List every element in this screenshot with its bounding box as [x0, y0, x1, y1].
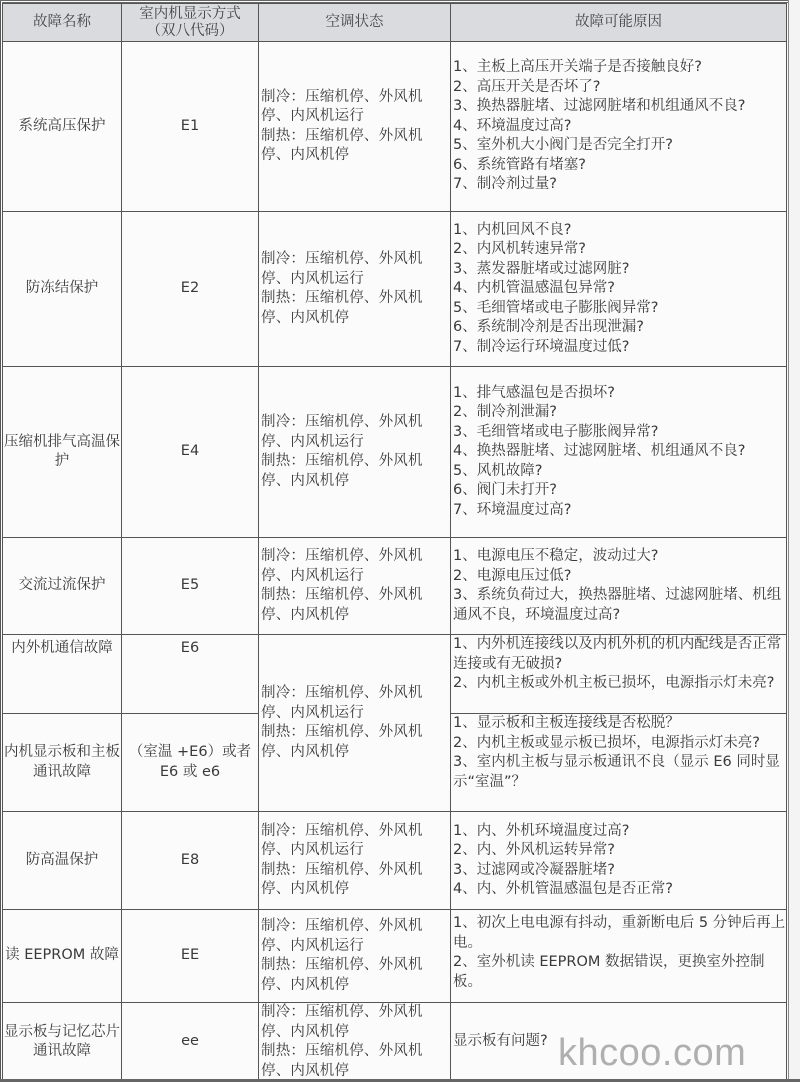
- fault-name: 读 EEPROM 故障: [3, 910, 122, 1003]
- fault-code-table: [2, 3, 787, 1082]
- ac-state: [259, 812, 451, 910]
- cause-item: 显示板有问题?: [453, 1033, 548, 1050]
- state-cooling: 制冷：压缩机停、外风机停、内风机运行: [261, 918, 423, 954]
- cause-item: 3、毛细管堵或电子膨胀阀异常?: [453, 423, 659, 440]
- state-heating: 制热：压缩机停、外风机停、内风机停: [261, 453, 423, 489]
- cause-item: 1、电源电压不稳定，波动过大?: [453, 548, 659, 564]
- state-cooling: 制冷：压缩机停、外风机停、内风机停: [261, 1004, 423, 1040]
- state-cooling: 制冷：压缩机停、外风机停、内风机运行: [261, 88, 423, 124]
- header-display-code-line2: （双八代码）: [146, 22, 234, 39]
- ac-state: [259, 212, 451, 367]
- cause-item: 6、系统管路有堵塞?: [453, 156, 586, 173]
- fault-name: 内机显示板和主板通讯故障: [3, 714, 122, 812]
- fault-name: 内外机通信故障: [3, 635, 122, 714]
- cause-item: 7、制冷运行环境温度过低?: [453, 338, 630, 355]
- table-row: [3, 910, 787, 1003]
- cause-item: 4、环境温度过高?: [453, 117, 572, 134]
- state-heating: 制热：压缩机停、外风机停、内风机停: [261, 290, 423, 326]
- cause-item: 2、室外机读 EEPROM 数据错误，更换室外控制板。: [453, 954, 765, 990]
- cause-item: 7、环境温度过高?: [453, 501, 572, 518]
- possible-causes: [451, 635, 787, 714]
- fault-name: 系统高压保护: [3, 42, 122, 212]
- watermark: khcoo.com: [558, 1032, 747, 1074]
- ac-state-shared: [259, 635, 451, 812]
- display-code: E2: [122, 212, 259, 367]
- state-heating: 制热：压缩机停、外风机停、内风机停: [261, 1043, 423, 1079]
- cause-item: 1、排气感温包是否损坏?: [453, 384, 615, 401]
- cause-item: 2、内机主板或外机主板已损坏，电源指示灯未亮?: [453, 675, 775, 691]
- cause-item: 2、内机主板或显示板已损坏，电源指示灯未亮?: [453, 734, 760, 751]
- cause-item: 1、内、外机环境温度过高?: [453, 822, 630, 839]
- display-code: E4: [122, 367, 259, 538]
- header-fault-name: 故障名称: [3, 4, 122, 42]
- cause-item: 2、内、外风机运转异常?: [453, 842, 615, 858]
- cause-item: 3、换热器脏堵、过滤网脏堵和机组通风不良?: [453, 98, 746, 115]
- table-row: [3, 538, 787, 635]
- table-row: [3, 635, 787, 714]
- possible-causes: [451, 42, 787, 212]
- state-cooling: 制冷：压缩机停、外风机停、内风机运行: [261, 414, 423, 450]
- cause-item: 2、制冷剂泄漏?: [453, 404, 557, 421]
- ac-state: [259, 367, 451, 538]
- cause-item: 5、毛细管堵或电子膨胀阀异常?: [453, 299, 659, 316]
- display-code: EE: [122, 910, 259, 1003]
- cause-item: 5、风机故障?: [453, 462, 543, 479]
- cause-item: 3、蒸发器脏堵或过滤网脏?: [453, 260, 630, 277]
- fault-name: 防冻结保护: [3, 212, 122, 367]
- cause-item: 7、制冷剂过量?: [453, 176, 557, 193]
- table-row: [3, 42, 787, 212]
- state-cooling: 制冷：压缩机停、外风机停、内风机运行: [261, 548, 423, 584]
- cause-item: 6、阀门未打开?: [453, 482, 557, 499]
- state-heating: 制热：压缩机停、外风机停、内风机停: [261, 957, 423, 993]
- cause-item: 1、内外机连接线以及内机外机的机内配线是否正常连接或有无破损?: [453, 636, 782, 672]
- fault-name: 显示板与记忆芯片通讯故障: [3, 1003, 122, 1082]
- cause-item: 3、系统负荷过大，换热器脏堵、过滤网脏堵、机组通风不良，环境温度过高?: [453, 587, 782, 623]
- header-possible-cause: 故障可能原因: [451, 4, 787, 42]
- possible-causes: [451, 714, 787, 812]
- cause-item: 4、内机管温感温包异常?: [453, 280, 615, 297]
- cause-item: 1、主板上高压开关端子是否接触良好?: [453, 59, 702, 76]
- header-ac-state: 空调状态: [259, 4, 451, 42]
- display-code: E8: [122, 812, 259, 910]
- ac-state: [259, 1003, 451, 1082]
- state-heating: 制热：压缩机停、外风机停、内风机停: [261, 587, 423, 623]
- cause-item: 5、室外机大小阀门是否完全打开?: [453, 137, 673, 154]
- cause-item: 2、内风机转速异常?: [453, 241, 586, 258]
- display-code: E6: [122, 635, 259, 714]
- fault-name: 交流过流保护: [3, 538, 122, 635]
- ac-state: [259, 538, 451, 635]
- cause-item: 1、显示板和主板连接线是否松脱？: [453, 715, 680, 731]
- display-code: E5: [122, 538, 259, 635]
- cause-item: 4、内、外机管温感温包是否正常?: [453, 881, 673, 897]
- state-cooling: 制冷：压缩机停、外风机停、内风机运行: [261, 251, 423, 287]
- possible-causes: [451, 367, 787, 538]
- table-row: [3, 367, 787, 538]
- cause-item: 1、初次上电电源有抖动，重新断电后 5 分钟后再上电。: [453, 915, 786, 951]
- table-header-row: [3, 4, 787, 42]
- cause-item: 6、系统制冷剂是否出现泄漏?: [453, 319, 644, 336]
- ac-state: [259, 42, 451, 212]
- possible-causes: [451, 812, 787, 910]
- cause-item: 2、高压开关是否坏了?: [453, 78, 601, 95]
- table-row: [3, 812, 787, 910]
- display-code: （室温 +E6）或者 E6 或 e6: [122, 714, 259, 812]
- fault-name: 防高温保护: [3, 812, 122, 910]
- possible-causes: [451, 212, 787, 367]
- possible-causes: [451, 538, 787, 635]
- state-heating: 制热：压缩机停、外风机停、内风机停: [261, 861, 423, 897]
- adjacent-page-edge: [788, 0, 800, 1082]
- header-display-code-line1: 室内机显示方式: [139, 5, 241, 22]
- table-row: [3, 212, 787, 367]
- cause-item: 3、室内机主板与显示板通讯不良（显示 E6 同时显示“室温”？: [453, 754, 780, 790]
- ac-state: [259, 910, 451, 1003]
- cause-item: 1、内机回风不良?: [453, 221, 572, 238]
- state-heating: 制热：压缩机停、外风机停、内风机停: [261, 724, 423, 760]
- state-cooling: 制冷：压缩机停、外风机停、内风机运行: [261, 685, 423, 721]
- state-heating: 制热：压缩机停、外风机停、内风机停: [261, 127, 423, 163]
- cause-item: 2、电源电压过低?: [453, 567, 572, 584]
- display-code: ee: [122, 1003, 259, 1082]
- header-display-code: [122, 4, 259, 42]
- state-cooling: 制冷：压缩机停、外风机停、内风机运行: [261, 822, 423, 858]
- cause-item: 4、换热器脏堵、过滤网脏堵、机组通风不良?: [453, 443, 746, 460]
- fault-name: 压缩机排气高温保护: [3, 367, 122, 538]
- possible-causes: [451, 910, 787, 1003]
- cause-item: 3、过滤网或冷凝器脏堵?: [453, 861, 615, 878]
- display-code: E1: [122, 42, 259, 212]
